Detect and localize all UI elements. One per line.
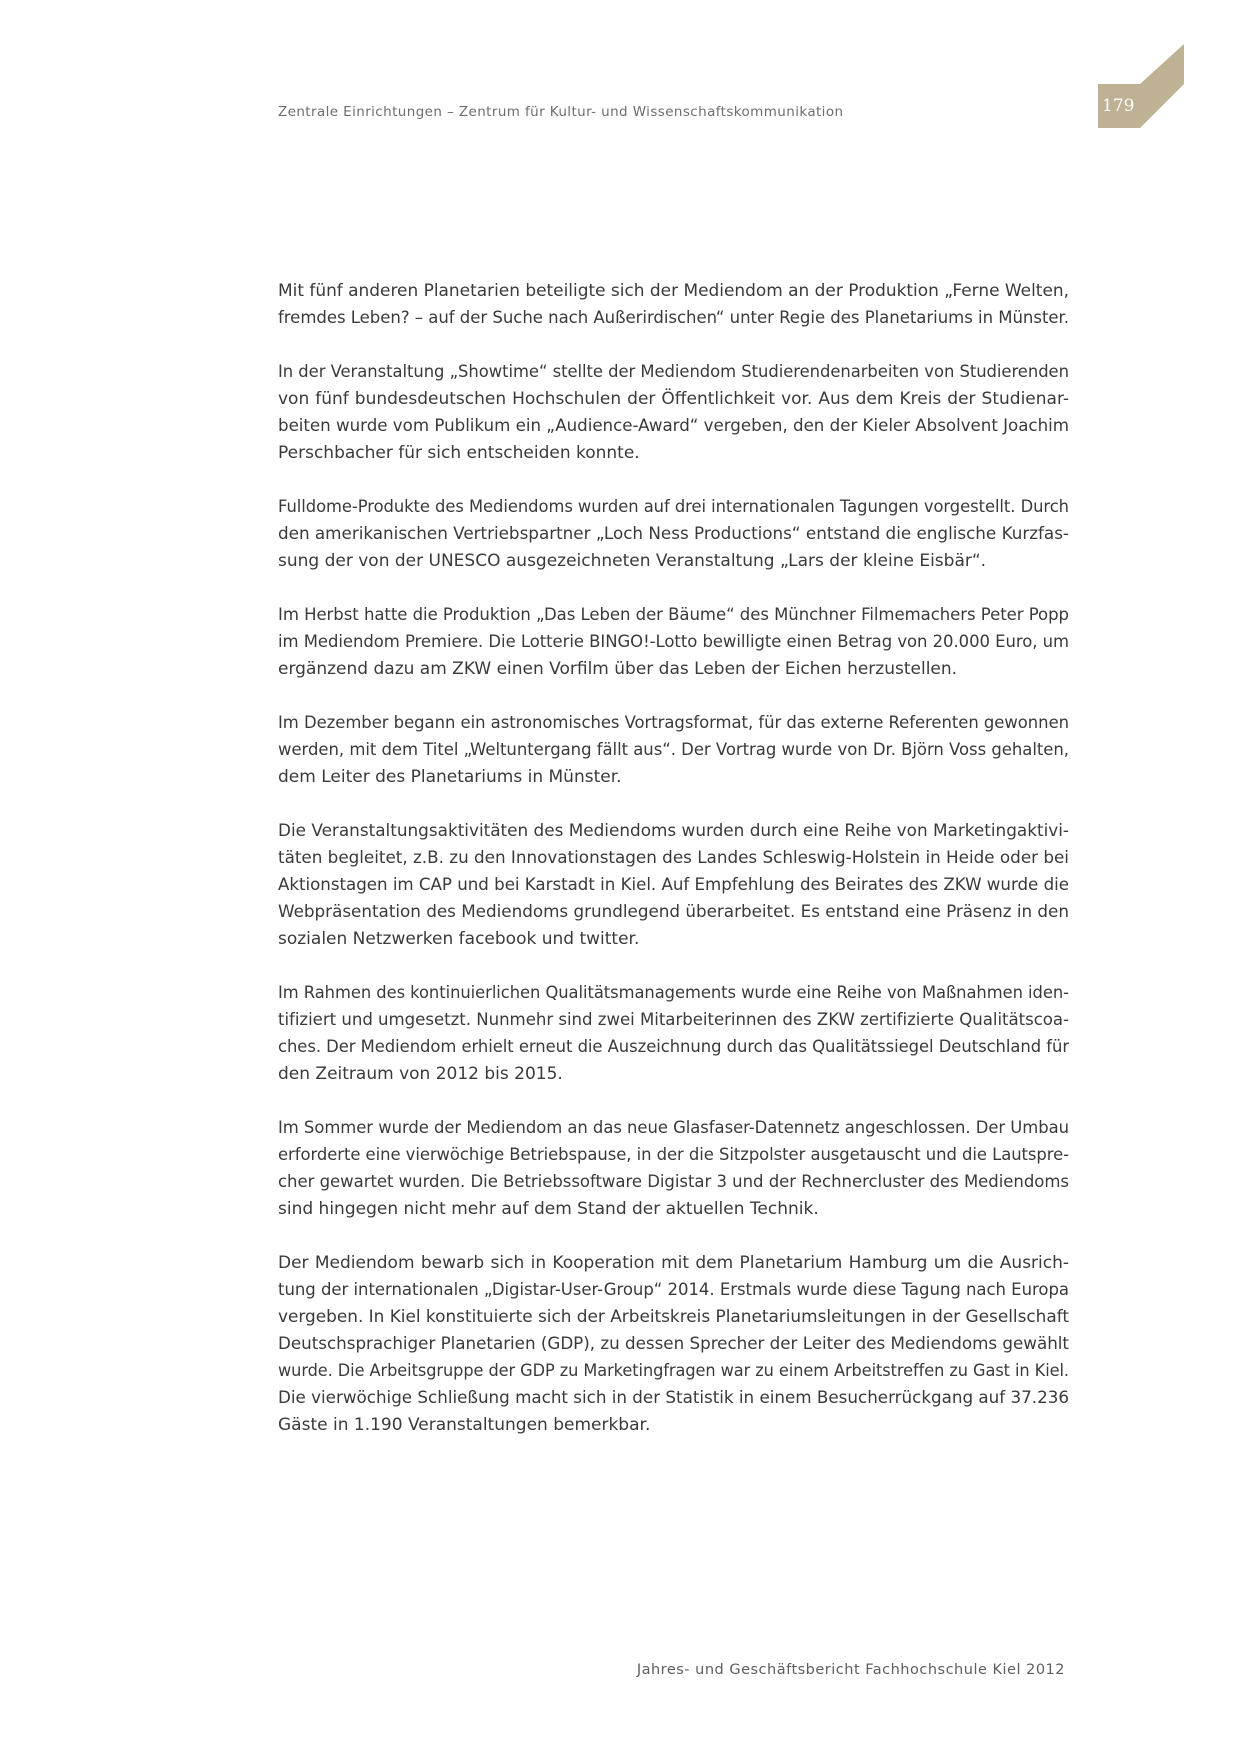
running-header: Zentrale Einrichtungen – Zentrum für Kultur- und Wissenschaftskommunikation (278, 104, 844, 120)
paragraph-line: täten begleitet, z.B. zu den Innovationstagen des Landes Schleswig-Holstein in Heide oder bei (278, 848, 1069, 868)
paragraph-line: werden, mit dem Titel „Weltuntergang fällt aus“. Der Vortrag wurde von Dr. Björn Voss gehalten, (278, 740, 1070, 760)
paragraph-line: Deutschsprachiger Planetarien (GDP), zu dessen Sprecher der Leiter des Mediendoms gewählt (278, 1334, 1069, 1354)
paragraph (278, 359, 1069, 467)
page-number: 179 (1102, 96, 1135, 116)
paragraph-line: Die vierwöchige Schließung macht sich in der Statistik in einem Besucherrückgang auf 37.236 (278, 1388, 1070, 1408)
paragraph-line: Im Sommer wurde der Mediendom an das neue Glasfaser-Datennetz angeschlossen. Der Umbau (278, 1118, 1070, 1138)
paragraph-line: erforderte eine vierwöchige Betriebspause, in der die Sitzpolster ausgetauscht und die Lautspre- (278, 1145, 1070, 1165)
paragraph-line: Aktionstagen im CAP und bei Karstadt in Kiel. Auf Empfehlung des Beirates des ZKW wurde die (278, 875, 1069, 895)
paragraph-line: cher gewartet wurden. Die Betriebssoftware Digistar 3 und der Rechnercluster des Mediendoms (278, 1172, 1069, 1192)
paragraph-line: Der Mediendom bewarb sich in Kooperation mit dem Planetarium Hamburg um die Ausrich- (278, 1253, 1070, 1273)
paragraph-line: ergänzend dazu am ZKW einen Vorfilm über das Leben der Eichen herzustellen. (278, 659, 958, 679)
footer-text: Jahres- und Geschäftsbericht Fachhochschule Kiel 2012 (636, 1662, 1065, 1678)
paragraph-line: wurde. Die Arbeitsgruppe der GDP zu Marketingfragen war zu einem Arbeitstreffen zu Gast in Kiel. (278, 1361, 1070, 1381)
paragraph-line: den Zeitraum von 2012 bis 2015. (278, 1064, 563, 1084)
paragraph-line: dem Leiter des Planetariums in Münster. (278, 767, 622, 787)
paragraph-line: von fünf bundesdeutschen Hochschulen der Öffentlichkeit vor. Aus dem Kreis der Studienar- (278, 389, 1069, 409)
paragraph-line: tifiziert und umgesetzt. Nunmehr sind zwei Mitarbeiterinnen des ZKW zertifizierte Qualitätscoa- (278, 1010, 1070, 1030)
paragraph-line: sung der von der UNESCO ausgezeichneten Veranstaltung „Lars der kleine Eisbär“. (278, 551, 987, 571)
paragraph-line: Im Herbst hatte die Produktion „Das Leben der Bäume“ des Münchner Filmemachers Peter Popp (278, 605, 1069, 625)
paragraph-line: vergeben. In Kiel konstituierte sich der Arbeitskreis Planetariumsleitungen in der Gesellschaft (278, 1307, 1069, 1327)
paragraph-line: tung der internationalen „Digistar-User-Group“ 2014. Erstmals wurde diese Tagung nach Europa (278, 1280, 1069, 1300)
paragraph-line: Die Veranstaltungsaktivitäten des Mediendoms wurden durch eine Reihe von Marketingaktivi- (278, 821, 1069, 841)
paragraph (278, 818, 1069, 953)
paragraph-line: Mit fünf anderen Planetarien beteiligte sich der Mediendom an der Produktion „Ferne Welten, (278, 281, 1069, 301)
paragraph-line: beiten wurde vom Publikum ein „Audience-Award“ vergeben, den der Kieler Absolvent Joachim (278, 416, 1069, 436)
paragraph (278, 710, 1069, 791)
paragraph-line: Perschbacher für sich entscheiden konnte. (278, 443, 640, 463)
paragraph (278, 278, 1069, 332)
paragraph-line: sozialen Netzwerken facebook und twitter. (278, 929, 640, 949)
paragraph (278, 980, 1069, 1088)
paragraph (278, 1250, 1069, 1439)
paragraph (278, 602, 1069, 683)
paragraph-line: sind hingegen nicht mehr auf dem Stand der aktuellen Technik. (278, 1199, 819, 1219)
paragraph-line: In der Veranstaltung „Showtime“ stellte der Mediendom Studierendenarbeiten von Studierenden (278, 362, 1069, 382)
paragraph-line: den amerikanischen Vertriebspartner „Loch Ness Productions“ entstand die englische Kurzfas- (278, 524, 1069, 544)
paragraph (278, 1115, 1069, 1223)
paragraph-line: Webpräsentation des Mediendoms grundlegend überarbeitet. Es entstand eine Präsenz in den (278, 902, 1069, 922)
paragraph-line: Gäste in 1.190 Veranstaltungen bemerkbar. (278, 1415, 651, 1435)
paragraph (278, 494, 1069, 575)
paragraph-line: fremdes Leben? – auf der Suche nach Außerirdischen“ unter Regie des Planetariums in Münster. (278, 308, 1070, 328)
body-text (278, 278, 1069, 1466)
paragraph-line: im Mediendom Premiere. Die Lotterie BINGO!-Lotto bewilligte einen Betrag von 20.000 Euro, um (278, 632, 1070, 652)
paragraph-line: Im Rahmen des kontinuierlichen Qualitätsmanagements wurde eine Reihe von Maßnahmen iden- (278, 983, 1069, 1003)
paragraph-line: ches. Der Mediendom erhielt erneut die Auszeichnung durch das Qualitätssiegel Deutschland für (278, 1037, 1070, 1057)
paragraph-line: Im Dezember begann ein astronomisches Vortragsformat, für das externe Referenten gewonnen (278, 713, 1070, 733)
paragraph-line: Fulldome-Produkte des Mediendoms wurden auf drei internationalen Tagungen vorgestellt. Durch (278, 497, 1069, 517)
